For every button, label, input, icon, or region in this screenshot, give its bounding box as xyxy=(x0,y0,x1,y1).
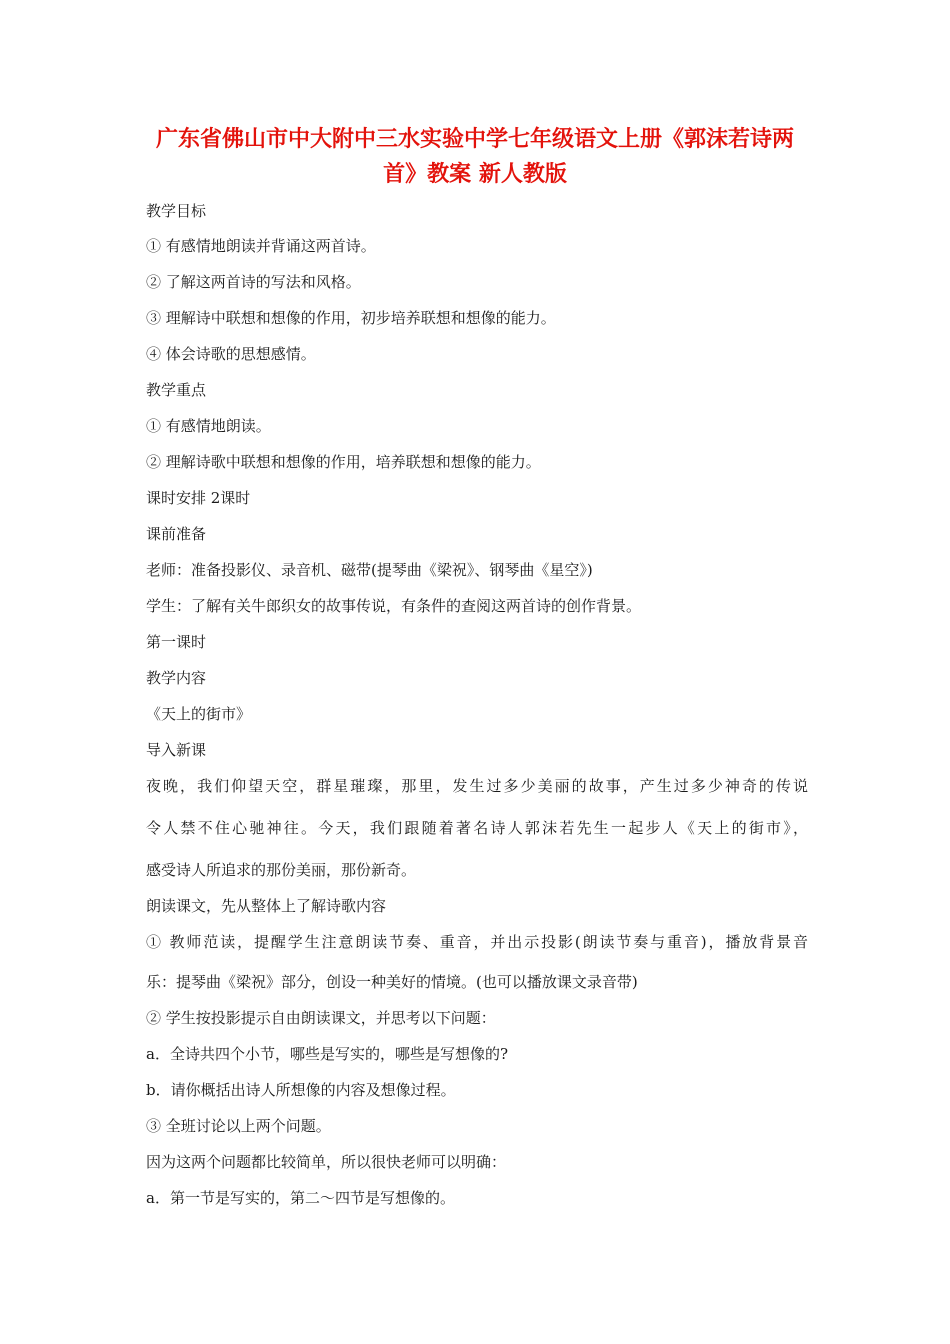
student-preparation: 学生：了解有关牛郎织女的故事传说，有条件的查阅这两首诗的创作背景。 xyxy=(146,597,642,615)
document-title-line-1: 广东省佛山市中大附中三水实验中学七年级语文上册《郭沫若诗两 xyxy=(155,127,794,152)
heading-preparation: 课前准备 xyxy=(146,525,207,543)
heading-introduction: 导入新课 xyxy=(146,741,207,759)
goal-item: ② 了解这两首诗的写法和风格。 xyxy=(146,273,361,291)
goal-item: ③ 理解诗中联想和想像的作用，初步培养联想和想像的能力。 xyxy=(146,309,556,327)
heading-key-points: 教学重点 xyxy=(146,381,207,399)
goal-item: ④ 体会诗歌的思想感情。 xyxy=(146,345,316,363)
step-item: ① 教师范读，提醒学生注意朗读节奏、重音，并出示投影(朗读节奏与重音)，播放背景音 xyxy=(146,933,808,951)
document-title-line-2: 首》教案 新人教版 xyxy=(383,162,567,187)
heading-reading: 朗读课文，先从整体上了解诗歌内容 xyxy=(146,897,387,915)
poem-title: 《天上的街市》 xyxy=(146,705,252,723)
question-item: b．请你概括出诗人所想像的内容及想像过程。 xyxy=(146,1081,456,1099)
step-item: ③ 全班讨论以上两个问题。 xyxy=(146,1117,331,1135)
schedule-line: 课时安排 2课时 xyxy=(146,489,251,507)
answer-item: a．第一节是写实的，第二～四节是写想像的。 xyxy=(146,1189,455,1207)
step-item-continuation: 乐：提琴曲《梁祝》部分，创设一种美好的情境。(也可以播放课文录音带) xyxy=(146,973,638,991)
key-point-item: ② 理解诗歌中联想和想像的作用，培养联想和想像的能力。 xyxy=(146,453,541,471)
paragraph-line: 夜晚，我们仰望天空，群星璀璨，那里，发生过多少美丽的故事，产生过多少神奇的传说 xyxy=(146,777,808,795)
heading-first-lesson: 第一课时 xyxy=(146,633,207,651)
paragraph-line: 感受诗人所追求的那份美丽，那份新奇。 xyxy=(146,861,417,879)
teacher-preparation: 老师：准备投影仪、录音机、磁带(提琴曲《梁祝》、钢琴曲《星空》) xyxy=(146,561,593,579)
heading-teaching-content: 教学内容 xyxy=(146,669,207,687)
question-item: a．全诗共四个小节，哪些是写实的，哪些是写想像的? xyxy=(146,1045,508,1063)
key-point-item: ① 有感情地朗读。 xyxy=(146,417,271,435)
paragraph-line: 因为这两个问题都比较简单，所以很快老师可以明确： xyxy=(146,1153,507,1171)
step-item: ② 学生按投影提示自由朗读课文，并思考以下问题： xyxy=(146,1009,496,1027)
goal-item: ① 有感情地朗读并背诵这两首诗。 xyxy=(146,237,376,255)
paragraph-line: 令人禁不住心驰神往。今天，我们跟随着著名诗人郭沫若先生一起步人《天上的街市》， xyxy=(146,819,808,837)
heading-teaching-goals: 教学目标 xyxy=(146,202,207,220)
